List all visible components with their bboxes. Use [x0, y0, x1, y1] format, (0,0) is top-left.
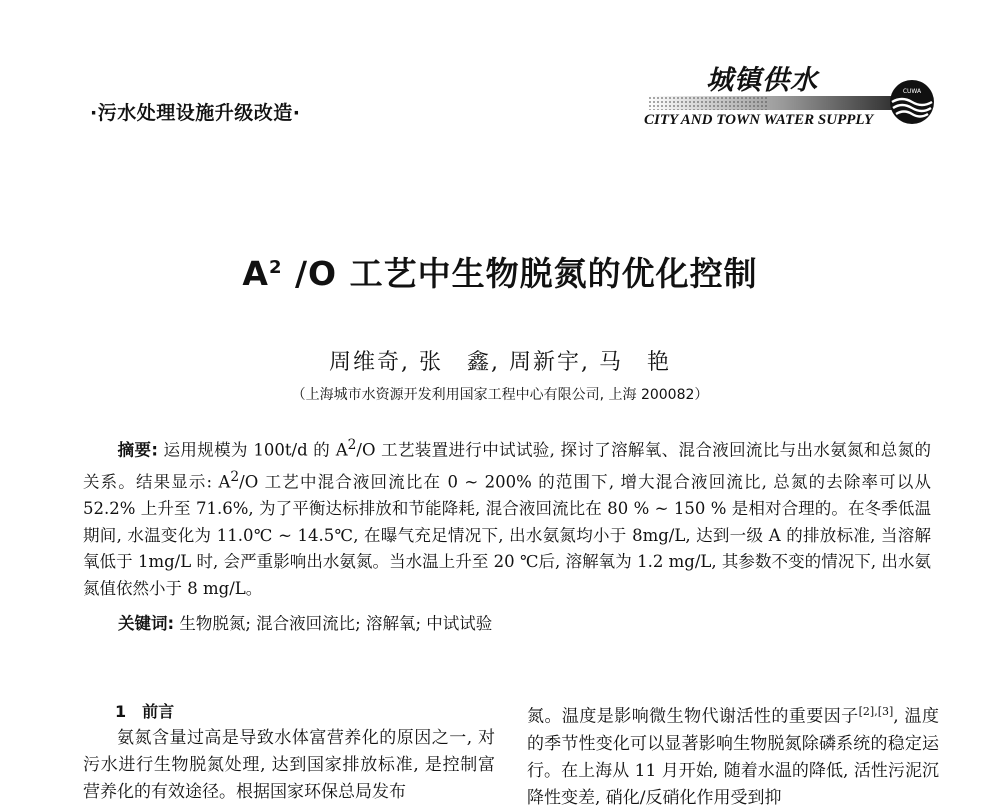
body-right-text-1: 氮。温度是影响微生物代谢活性的重要因子: [527, 706, 859, 727]
body-right-text-2: , 温度的季节性变化可以显著影响生物脱氮除磷系统的稳定运行。在上海从 11 月开始, 随着水温的降低, 活性污泥沉降性变差, 硝化/反硝化作用受到抑: [527, 706, 939, 808]
article-title: [0, 248, 1000, 295]
journal-masthead: [628, 58, 948, 148]
abstract-label: 摘要:: [117, 440, 158, 460]
body-column-left: [83, 698, 495, 806]
svg-text:CUWA: CUWA: [902, 88, 922, 95]
keywords-text: 生物脱氮; 混合液回流比; 溶解氧; 中试试验: [174, 614, 493, 633]
journal-chinese-name: 城镇供水: [706, 65, 818, 96]
section-heading: 1 前言: [115, 702, 175, 721]
abstract-text-2: /O 工艺装置进行中试试验, 探讨了溶解氧、混合液回流比与出水氨氮和总氮的关系。结果显示: A: [83, 440, 931, 492]
abstract-text-3: /O 工艺中混合液回流比在 0 ~ 200% 的范围下, 增大混合液回流比, 总氮的去除率可以从 52.2% 上升至 71.6%, 为了平衡达标排放和节能降耗, 混合液回流比在 80 % ~ 150 % 是相对合理的。在冬季低温期间, 水温变化为 11.0℃ ~ 14.5℃, 在曝气充足情况下, 出水氨氮均小于 8mg/L, 达到一级 A 的排放标准, 当溶解氧低于 1mg/L 时, 会严重影响出水氨氮。当水温上升至 20 ℃后, 溶解氧为 1.2 mg/L, 其参数不变的情况下, 出水氨氮值依然小于 8 mg/L。: [83, 472, 931, 598]
body-paragraph-left: 氨氮含量过高是导致水体富营养化的原因之一, 对污水进行生物脱氮处理, 达到国家排放标准, 是控制富营养化的有效途径。根据国家环保总局发布: [83, 728, 495, 802]
title-superscript: 2: [268, 257, 283, 278]
journal-dot-pattern: [648, 96, 768, 110]
body-paragraph-right: [527, 698, 939, 812]
author-list: 周维奇, 张 鑫, 周新宇, 马 艳: [329, 350, 671, 375]
affiliation: （上海城市水资源开发利用国家工程中心有限公司, 上海 200082）: [291, 387, 709, 403]
title-main: A: [242, 254, 269, 293]
body-column-right: [527, 698, 939, 812]
citation-ref: [2],[3]: [858, 705, 894, 718]
abstract: [83, 432, 931, 602]
abstract-superscript-1: 2: [347, 437, 357, 453]
title-rest: /O 工艺中生物脱氮的优化控制: [282, 254, 758, 293]
section-tag: ·污水处理设施升级改造·: [90, 102, 301, 124]
cuwa-logo-icon: [888, 78, 936, 126]
abstract-text-1: 运用规模为 100t/d 的 A: [157, 440, 348, 460]
keywords: [118, 611, 938, 637]
journal-english-name: CITY AND TOWN WATER SUPPLY: [644, 112, 874, 128]
keywords-label: 关键词:: [118, 614, 175, 633]
abstract-superscript-2: 2: [230, 469, 240, 485]
